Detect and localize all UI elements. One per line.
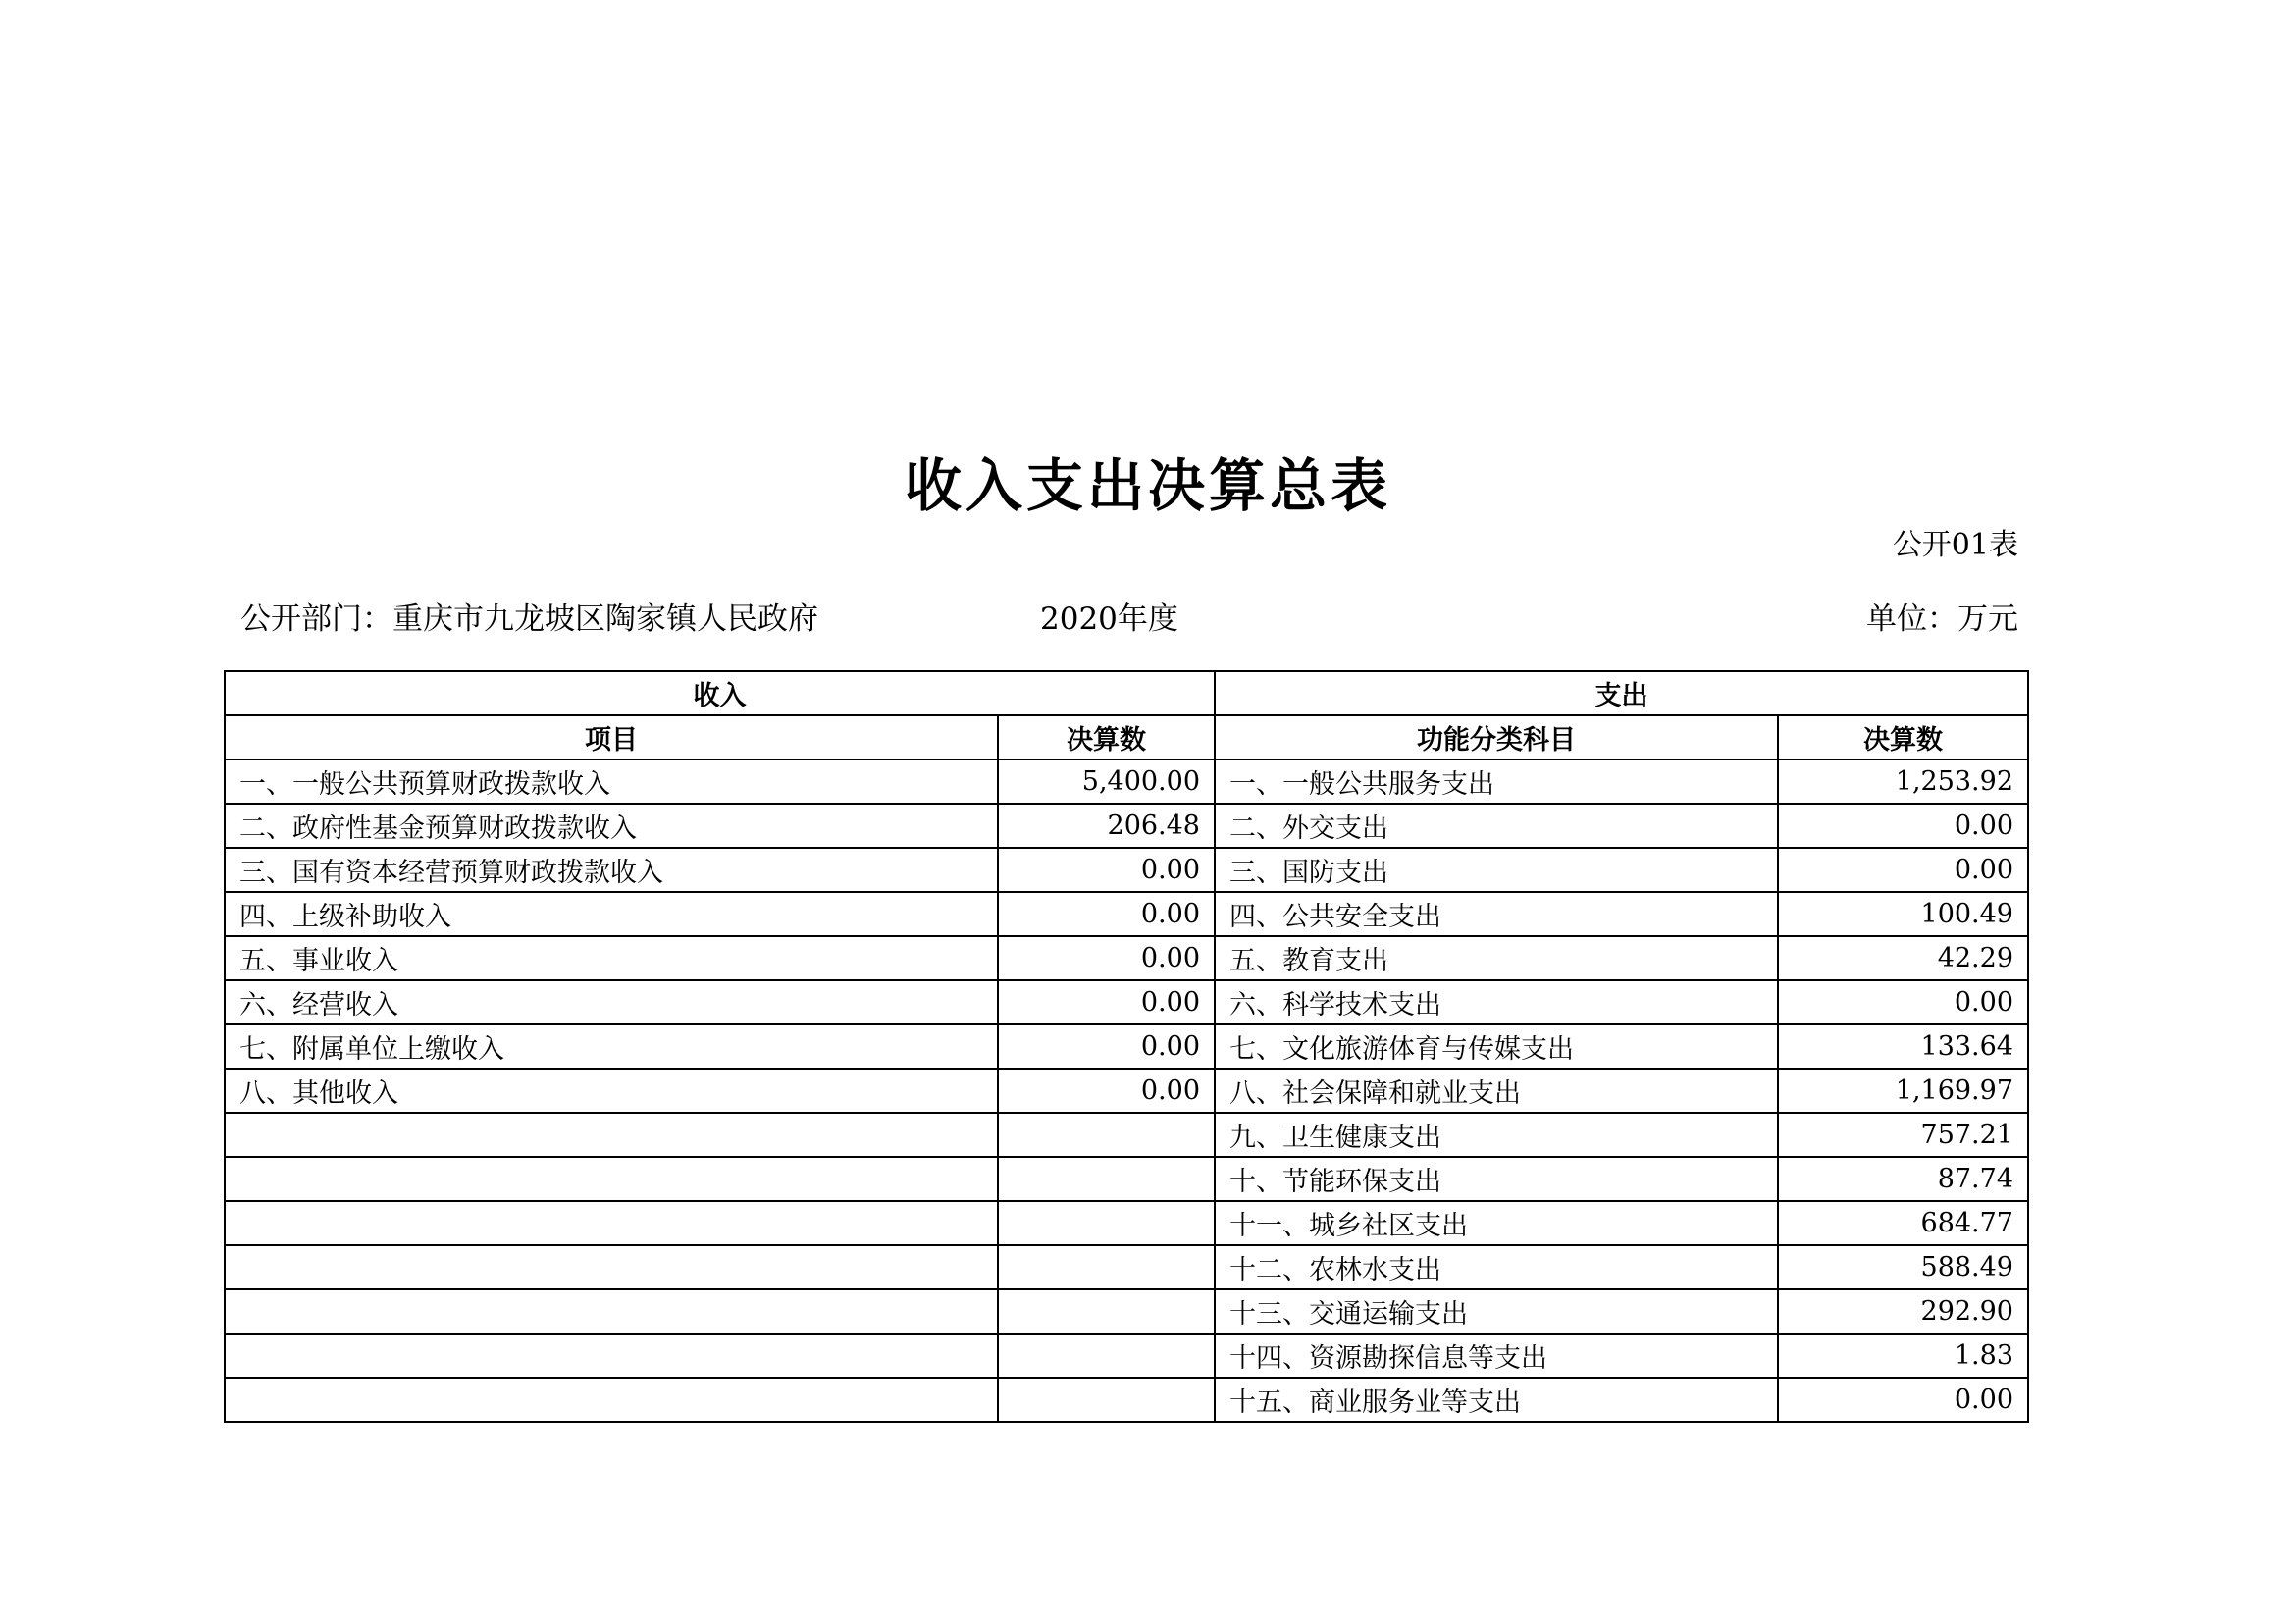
fiscal-year: 2020年度 <box>1040 602 1178 637</box>
expense-item-cell: 二、外交支出 <box>1215 804 1778 848</box>
income-amount-cell: 206.48 <box>998 804 1215 848</box>
income-amount-cell <box>998 1157 1215 1201</box>
expense-amount-cell: 0.00 <box>1778 980 2028 1024</box>
expense-item-cell: 十五、商业服务业等支出 <box>1215 1378 1778 1422</box>
income-amount-cell: 0.00 <box>998 980 1215 1024</box>
expense-item-cell: 十二、农林水支出 <box>1215 1245 1778 1289</box>
expense-item-cell: 十、节能环保支出 <box>1215 1157 1778 1201</box>
table-row <box>225 1157 2028 1201</box>
expense-amount-cell: 1,169.97 <box>1778 1069 2028 1113</box>
income-item-cell: 二、政府性基金预算财政拨款收入 <box>225 804 998 848</box>
expense-item-cell: 十三、交通运输支出 <box>1215 1289 1778 1334</box>
table-row <box>225 1113 2028 1157</box>
income-amount-cell: 0.00 <box>998 1069 1215 1113</box>
table-row <box>225 936 2028 980</box>
expense-amount-cell: 42.29 <box>1778 936 2028 980</box>
table-row <box>225 1024 2028 1069</box>
income-amount-cell <box>998 1378 1215 1422</box>
expense-amount-cell: 1.83 <box>1778 1334 2028 1378</box>
income-item-cell: 一、一般公共预算财政拨款收入 <box>225 760 998 804</box>
table-column-header-row <box>225 715 2028 760</box>
income-item-cell: 七、附属单位上缴收入 <box>225 1024 998 1069</box>
expense-amount-cell: 588.49 <box>1778 1245 2028 1289</box>
table-row <box>225 1289 2028 1334</box>
expense-amount-cell: 87.74 <box>1778 1157 2028 1201</box>
expense-item-cell: 一、一般公共服务支出 <box>1215 760 1778 804</box>
expense-item-cell: 七、文化旅游体育与传媒支出 <box>1215 1024 1778 1069</box>
expense-item-cell: 五、教育支出 <box>1215 936 1778 980</box>
income-item-cell: 六、经营收入 <box>225 980 998 1024</box>
col-header-item: 项目 <box>225 715 998 760</box>
expense-item-cell: 十四、资源勘探信息等支出 <box>1215 1334 1778 1378</box>
table-group-header-row <box>225 671 2028 715</box>
income-item-cell: 五、事业收入 <box>225 936 998 980</box>
income-amount-cell <box>998 1201 1215 1245</box>
expense-item-cell: 四、公共安全支出 <box>1215 892 1778 936</box>
income-amount-cell: 0.00 <box>998 936 1215 980</box>
col-header-expense-amount: 决算数 <box>1778 715 2028 760</box>
income-amount-cell: 0.00 <box>998 1024 1215 1069</box>
department-label: 公开部门：重庆市九龙坡区陶家镇人民政府 <box>240 602 818 637</box>
table-row <box>225 1334 2028 1378</box>
income-item-cell <box>225 1113 998 1157</box>
table-body <box>225 760 2028 1422</box>
expense-amount-cell: 292.90 <box>1778 1289 2028 1334</box>
col-header-income-amount: 决算数 <box>998 715 1215 760</box>
expense-group-header: 支出 <box>1215 671 2028 715</box>
table-row <box>225 804 2028 848</box>
page-title: 收入支出决算总表 <box>904 452 1391 519</box>
table-row <box>225 1069 2028 1113</box>
income-amount-cell: 0.00 <box>998 892 1215 936</box>
table-row <box>225 980 2028 1024</box>
table-row <box>225 848 2028 892</box>
expense-amount-cell: 1,253.92 <box>1778 760 2028 804</box>
income-item-cell: 三、国有资本经营预算财政拨款收入 <box>225 848 998 892</box>
table-row <box>225 760 2028 804</box>
income-amount-cell: 0.00 <box>998 848 1215 892</box>
income-item-cell <box>225 1201 998 1245</box>
income-item-cell <box>225 1289 998 1334</box>
expense-item-cell: 十一、城乡社区支出 <box>1215 1201 1778 1245</box>
expense-item-cell: 三、国防支出 <box>1215 848 1778 892</box>
income-group-header: 收入 <box>225 671 1215 715</box>
expense-amount-cell: 0.00 <box>1778 1378 2028 1422</box>
table-row <box>225 892 2028 936</box>
table-row <box>225 1201 2028 1245</box>
form-code: 公开01表 <box>1892 528 2018 562</box>
table-row <box>225 1245 2028 1289</box>
expense-amount-cell: 133.64 <box>1778 1024 2028 1069</box>
income-item-cell: 四、上级补助收入 <box>225 892 998 936</box>
expense-amount-cell: 757.21 <box>1778 1113 2028 1157</box>
expense-amount-cell: 0.00 <box>1778 804 2028 848</box>
income-item-cell: 八、其他收入 <box>225 1069 998 1113</box>
income-amount-cell <box>998 1289 1215 1334</box>
income-item-cell <box>225 1334 998 1378</box>
expense-amount-cell: 100.49 <box>1778 892 2028 936</box>
income-item-cell <box>225 1378 998 1422</box>
expense-item-cell: 九、卫生健康支出 <box>1215 1113 1778 1157</box>
unit-label: 单位：万元 <box>1866 602 2018 637</box>
expense-item-cell: 八、社会保障和就业支出 <box>1215 1069 1778 1113</box>
income-amount-cell <box>998 1245 1215 1289</box>
income-amount-cell: 5,400.00 <box>998 760 1215 804</box>
table-row <box>225 1378 2028 1422</box>
income-expense-table <box>224 670 2029 1423</box>
expense-item-cell: 六、科学技术支出 <box>1215 980 1778 1024</box>
col-header-function: 功能分类科目 <box>1215 715 1778 760</box>
expense-amount-cell: 684.77 <box>1778 1201 2028 1245</box>
income-item-cell <box>225 1157 998 1201</box>
expense-amount-cell: 0.00 <box>1778 848 2028 892</box>
income-amount-cell <box>998 1334 1215 1378</box>
income-item-cell <box>225 1245 998 1289</box>
income-amount-cell <box>998 1113 1215 1157</box>
